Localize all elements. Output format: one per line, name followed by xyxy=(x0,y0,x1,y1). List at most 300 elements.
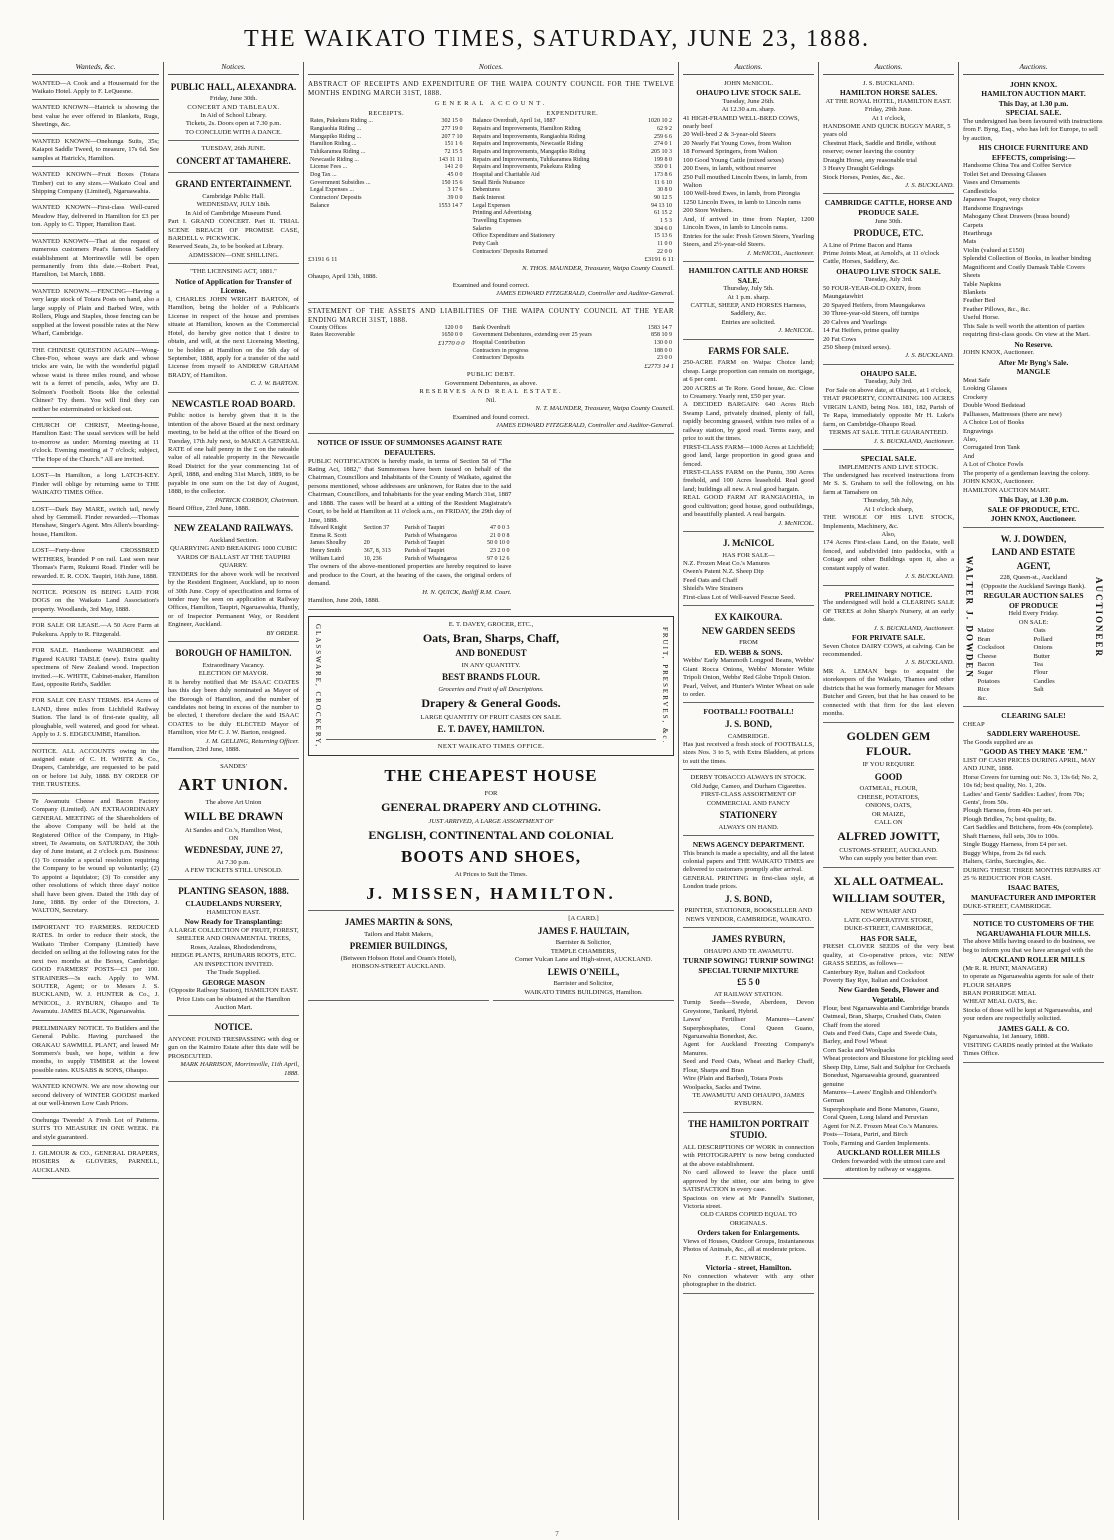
classified-ad xyxy=(32,136,159,167)
defaulter-row xyxy=(308,548,511,556)
souter-ad xyxy=(823,870,954,1179)
classified-ad xyxy=(32,587,159,618)
railways-notice xyxy=(168,519,299,642)
ad-text: Onehunga Tweeds! A Fresh Lot of Patterns. SUITS TO MEASURE IN ONE WEEK. Fit and style guaranteed. xyxy=(32,1116,159,1141)
ad-heading: ISAAC BATES, xyxy=(1007,883,1060,893)
ad-line: ADMISSION—ONE SHILLING. xyxy=(188,251,279,259)
table-cell: 207 7 10 xyxy=(441,133,463,140)
flour-mills-notice xyxy=(963,917,1104,1063)
table-cell: Parish of Taupiri xyxy=(404,525,445,532)
ad-line: JOHN KNOX, Auctioneer. xyxy=(963,478,1035,486)
ad-line: Tuesday, June 26th. xyxy=(722,97,775,105)
table-cell: Salaries xyxy=(472,225,492,232)
ad-line: FOR xyxy=(484,789,498,797)
ad-line: (Mr R. R. HUNT, MANAGER) xyxy=(963,964,1047,972)
ad-line: Corrugated Iron Tank xyxy=(963,444,1020,452)
column-wanteds xyxy=(28,62,164,1520)
liabilities-side xyxy=(471,325,674,372)
ad-heading: This Day, at 1.30 p.m. xyxy=(998,98,1069,108)
ad-line: 20 Fat Cows xyxy=(823,335,857,343)
ad-text: And, if arrived in time from Napier, 1200 Lincoln Ewes, in lamb to Lincoln rams. xyxy=(683,215,814,232)
table-cell: 205 10 3 xyxy=(651,149,672,156)
ad-subheading: New Garden Seeds, Flower and Vegetable. xyxy=(838,985,939,1005)
ad-line: Sheets xyxy=(963,272,981,280)
ad-side-label: AUCTIONEER xyxy=(1094,576,1104,658)
cambridge-produce-sale xyxy=(823,196,954,364)
ad-line: Hamilton, 23rd June, 1888. xyxy=(168,746,241,754)
table-cell: 1553 14 7 xyxy=(438,202,463,209)
bond-news-ad xyxy=(683,838,814,928)
ad-heading: After Mr Byng's Sale. xyxy=(998,357,1069,367)
receipts-row xyxy=(308,134,465,142)
expenditure-row xyxy=(471,187,674,195)
ad-line: CUSTOMS-STREET, AUCKLAND. xyxy=(839,846,938,854)
ad-heading: FARMS FOR SALE. xyxy=(708,345,789,356)
classified-ad xyxy=(32,1115,159,1146)
ad-line: Corner Vulcan Lane and High-street, AUCKLAND. xyxy=(514,956,653,964)
ad-subheading: ED. WEBB & SONS. xyxy=(714,647,783,657)
ad-line: In Aid of School Library. xyxy=(200,111,267,119)
grand-entertainment-notice xyxy=(168,175,299,264)
defaulter-row xyxy=(308,540,511,548)
ad-line: Owen's Patent N.Z. Sheep Dip xyxy=(683,568,764,576)
table-cell: William Laird xyxy=(310,555,344,562)
ad-line: FIRST-CLASS ASSORTMENT OF COMMERCIAL AND FANCY xyxy=(701,791,796,807)
ad-line: 250 Sheep (mixed sexes). xyxy=(823,343,891,351)
ad-heading: JOHN KNOX. xyxy=(1009,79,1058,89)
ad-line: OHAUPO AND TE AWAMUTU. xyxy=(703,947,794,955)
ad-line: OR MAIZE, xyxy=(871,810,906,818)
expenditure-row xyxy=(471,249,674,257)
ad-line: Tuesday, July 3rd. xyxy=(864,276,913,284)
receipts-row xyxy=(308,141,465,149)
ad-text: Views of Houses, Outdoor Groups, Instantaneous Photos of Animals, &c., all at moderate prices. xyxy=(683,1237,814,1254)
ad-line: DURING THESE THREE MONTHS REPAIRS AT 25 % REDUCTION FOR CASH. xyxy=(963,866,1101,882)
table-cell: 1020 10 2 xyxy=(648,118,672,125)
ad-signature: N. T. MAUNDER, Treasurer, Waipa County Council. xyxy=(535,405,674,413)
ad-side-label: GLASSWARE, CROCKERY, xyxy=(313,623,322,748)
ad-line: This Sale is well worth the attention of parties requiring first-class goods. On view at the Mart. xyxy=(963,322,1090,339)
liabilities-row xyxy=(471,332,674,340)
receipts-side xyxy=(308,110,465,257)
ad-text: Public notice is hereby given that it is the intention of the above Board at the next ordinary meeting, to be held at the office of the Board on Tuesday, 17th July next, to MAKE A GENERAL RATE of one half penny in the £ on the rateable value of all rateable property in the Newcastle Road District for the year commencing 1st of April, 1888, and ending 31st March, 1889, to be payable in one sum on the 1st day of August, 1888, to the collector. xyxy=(168,412,299,496)
table-cell: 11 0 0 xyxy=(657,241,672,248)
ad-signature: J. S. BUCKLAND. xyxy=(905,182,954,189)
page-footer: 7 xyxy=(555,1530,559,1538)
ad-line: Table Napkins xyxy=(963,280,1002,288)
ad-line: Handsome China Tea and Coffee Service xyxy=(963,162,1072,170)
expenditure-row xyxy=(471,172,674,180)
column-notices-1 xyxy=(164,62,304,1520)
ad-heading: E. T. DAVEY, HAMILTON. xyxy=(437,724,545,735)
receipts-row xyxy=(308,195,465,203)
table-cell: 61 15 2 xyxy=(654,210,672,217)
table-cell: Henry Smith xyxy=(310,548,341,555)
ad-line: At Sandes and Co.'s, Hamilton West, xyxy=(184,826,283,834)
ad-line: HAMILTON AUCTION MART. xyxy=(963,486,1050,494)
table-cell: Rangiaohia Riding ... xyxy=(310,126,362,133)
ad-line: JUST ARRIVED, A LARGE ASSORTMENT OF xyxy=(428,817,554,825)
column-auctions-2 xyxy=(819,62,959,1520)
ad-subheading: REGULAR AUCTION SALES OF PRODUCE xyxy=(983,591,1084,610)
table-cell: Repairs and Improvements, Mangapiko Riding xyxy=(472,149,586,156)
classified-ad xyxy=(32,236,159,284)
expenditure-table xyxy=(471,118,674,256)
column-notices-2 xyxy=(304,62,679,1520)
table-cell: 20 xyxy=(363,540,370,547)
summonses-notice xyxy=(308,436,511,611)
ad-line: SANDES' xyxy=(220,762,247,770)
ad-text: LOST—Forty-three CROSSBRED WETHERS, branded P on rail. Last seen near Thomas's Farm, Rukumi Road. Finder will be rewarded. E. R. COX. Taupiri, 16th June, 1888. xyxy=(32,547,159,580)
table-cell: Hospital and Charitable Aid xyxy=(472,172,540,179)
ad-line: Barrister & Solicitor, xyxy=(555,939,612,947)
column-heading: Wanteds, &c. xyxy=(32,62,159,75)
ad-line: 228, Queen-st., Auckland xyxy=(999,574,1068,582)
ad-subheading: Now Ready for Transplanting: xyxy=(184,917,283,927)
ad-line: Halters, Girths, Surcingles, &c. xyxy=(963,858,1046,866)
ad-text: WANTED KNOWN—Hatrick is showing the best value he ever offered in Blankets, Rugs, Sheetings, &c. xyxy=(32,104,159,129)
table-cell: 72 15 5 xyxy=(444,149,463,156)
ad-line: Manures—Lawes' English and Ohlendorf's German xyxy=(823,1089,937,1105)
classified-ad xyxy=(32,470,159,501)
receipts-table xyxy=(308,118,465,210)
ad-line: TUESDAY, 26th JUNE. xyxy=(201,145,266,153)
ad-text: FOR SALE ON EASY TERMS. 854 Acres of LAND, three miles from Lichfield Railway Station. The land is of first-rate quality, all ploughable, well watered, and good for wheat. Apply to J. S. EDGECUMBE, Hamilton. xyxy=(32,697,159,739)
table-cell: Newcastle Riding ... xyxy=(310,156,359,163)
ohaupo-land-sale xyxy=(823,367,954,450)
ad-line: A Lot of Choice Fowls xyxy=(963,461,1024,469)
ad-text: The owners of the above-mentioned properties are hereby required to leave and produce to the Court, at the hearing of the cases, the original orders of demand. xyxy=(308,563,512,588)
ad-heading: PRELIMINARY NOTICE. xyxy=(844,589,933,599)
table-cell: 47 0 0 3 xyxy=(489,525,510,532)
ad-signature: MARK HARRISON, Morrinsville, 11th April, 1888. xyxy=(180,1061,299,1077)
ad-line: 100 Good Young Cattle (mixed sexes) xyxy=(683,156,784,164)
ad-heading: BOROUGH OF HAMILTON. xyxy=(175,648,292,659)
ad-line: QUARRYING AND BREAKING 1000 CUBIC YARDS OF BALLAST AT THE TAUPIRI QUARRY. xyxy=(169,545,298,570)
expenditure-row xyxy=(471,210,674,218)
ad-line: OATMEAL, FLOUR, xyxy=(859,785,918,793)
table-cell: 302 15 0 xyxy=(441,118,463,125)
table-cell: Contractors in progress xyxy=(472,347,529,354)
masthead-title: THE WAIKATO TIMES, SATURDAY, JUNE 23, 1888. xyxy=(243,26,871,52)
table-cell: 151 1 6 xyxy=(444,141,463,148)
lower-notices xyxy=(308,436,674,611)
ad-signature: J. McNICOL. xyxy=(778,519,814,527)
ad-line: Looking Glasses xyxy=(963,385,1008,393)
column-heading: Auctions. xyxy=(963,62,1104,75)
ad-line: PRINTER, STATIONER, BOOKSELLER AND NEWS VENDOR, CAMBRIDGE, WAIKATO. xyxy=(684,907,813,923)
produce-item: Oats xyxy=(1033,627,1046,635)
ad-heading: LEWIS O'NEILL, xyxy=(547,966,620,977)
ad-line: Posts—Totara, Puriri, and Birch xyxy=(823,1131,908,1139)
ad-line: Mahogany Chest Drawers (brass bound) xyxy=(963,213,1070,221)
ad-text: CHURCH OF CHRIST, Meeting-house, Hamilton East: The usual services will be held to-morrow as under: Morning meeting at 11 o'clock. Evening meeting at 7 o'clock; subject, "The Hope of the Church." All are invited. xyxy=(32,422,159,463)
ad-heading: HAMILTON CATTLE AND HORSE SALE. xyxy=(688,265,809,285)
table-cell: 23 2 0 0 xyxy=(489,548,510,555)
table-cell: 367, 8, 313 xyxy=(363,548,391,555)
ad-line: The above Mills having ceased to do business, we beg to inform you that we have arranged with the xyxy=(963,938,1096,954)
ad-heading: This Day, at 1.30 p.m. xyxy=(998,495,1069,504)
ad-line: Examined and found correct. xyxy=(452,281,530,289)
produce-item: Salt xyxy=(1033,686,1044,694)
ad-line: Old Judge, Cameo, and Durham Cigarettes. xyxy=(691,782,806,790)
ad-line: ONIONS, OATS, xyxy=(865,802,912,810)
ad-line: DUKE-STREET, CAMBRIDGE, xyxy=(844,925,933,933)
ad-line: NEXT WAIKATO TIMES OFFICE. xyxy=(437,742,545,750)
ad-line: Feed Oats and Chaff xyxy=(683,576,738,584)
receipts-total: £3191 6 11 xyxy=(308,256,338,264)
ad-line: Plough Harness, from 40s per set. xyxy=(963,807,1053,815)
ad-text: 250-ACRE FARM on Waipa: Choice land; cheap. Large proportion can remain on mortgage, at 6 per cent. xyxy=(683,359,814,384)
ad-line: 200 Store Wethers. xyxy=(683,207,734,215)
produce-item: Tea xyxy=(1033,661,1043,669)
table-cell: 1583 14 7 xyxy=(648,324,672,331)
liabilities-row xyxy=(471,355,674,363)
ad-heading: OHAUPO LIVE STOCK SALE. xyxy=(836,266,941,276)
ad-line: A Choice Lot of Books xyxy=(963,419,1025,427)
solicitor-cards xyxy=(493,913,674,1001)
ad-subheading: HAS FOR SALE, xyxy=(860,933,917,943)
ad-heading: LAND AND ESTATE xyxy=(991,547,1076,558)
table-cell: 62 9 2 xyxy=(657,126,672,133)
table-cell: Bank Overdraft xyxy=(472,324,511,331)
ad-text: WANTED KNOWN. We are now showing our second delivery of WINTER GOODS! marked at our well-known Low Cash Prices. xyxy=(32,1083,159,1108)
ad-heading: FOOTBALL! FOOTBALL! xyxy=(703,707,794,717)
ad-line: E. T. DAVEY, GROCER, ETC., xyxy=(448,620,534,628)
table-cell xyxy=(362,533,403,541)
ad-heading: JAMES MARTIN & SONS, xyxy=(344,917,453,928)
table-cell: 304 6 0 xyxy=(654,225,672,232)
column-heading: Auctions. xyxy=(683,62,814,75)
ad-text: LOST—Dark Bay MARE, switch tail, newly shod by Gemmell. Finder rewarded.—Thomas Henshaw, Singer's Agent. Mrs Allen's boarding-house, Hamilton. xyxy=(32,505,159,538)
ad-line: 200 Ewes, in lamb, without reserve xyxy=(683,165,777,173)
ad-text: WANTED KNOWN.—FENCING—Having a very large stock of Totara Posts on hand, also a large supply of Plain and Barbed Wire, with Rollers, Plugs and Staples, those fencing can be supplied at the lowest possible rates at the New Wharf, Cambridge. xyxy=(32,287,159,338)
ad-text: 200 ACRES at Te Rore. Good house, &c. Close to Creamery. Yearly rent, £50 per year. xyxy=(683,384,814,401)
ad-line: Flour, best Ngaruawahia and Cambridge brands xyxy=(823,1004,950,1012)
tamahere-notice xyxy=(168,143,299,173)
ad-line: June 30th. xyxy=(874,217,903,225)
ad-heading: STATEMENT OF THE ASSETS AND LIABILITIES OF THE WAIPA COUNTY COUNCIL AT THE YEAR ENDING MARCH 31ST, 1888. xyxy=(308,306,674,324)
ad-heading: THE HAMILTON PORTRAIT STUDIO. xyxy=(688,1118,809,1141)
table-cell: 30 8 0 xyxy=(657,187,672,194)
ad-line: 30 Three-year-old Steers, off turnips xyxy=(823,310,920,318)
ad-heading: J. McNICOL xyxy=(723,538,774,549)
ad-line: 20 Nearly Fat Young Cows, from Walton xyxy=(683,139,792,147)
ad-line: NEW WHARF AND xyxy=(860,908,917,916)
ad-signature: J. M. GELLING, Returning Officer. xyxy=(205,737,299,745)
table-cell: License Fees ... xyxy=(310,164,348,171)
expenditure-row xyxy=(471,180,674,188)
ad-line: ELECTION OF MAYOR. xyxy=(198,670,269,678)
ad-heading: Drapery & General Goods. xyxy=(421,696,561,711)
ad-heading: J. S. BOND, xyxy=(725,893,772,904)
ad-line: 20 Spayed Heifers, from Maungakawa xyxy=(823,301,925,309)
ad-line: Shield's Wire Strainers xyxy=(683,585,744,593)
ad-line: [A CARD.] xyxy=(568,915,599,923)
classified-ad xyxy=(32,345,159,419)
ad-line: Stocks of those will be kept at Ngaruawahia, and your orders are respectfully solicited. xyxy=(963,1006,1093,1023)
assets-table xyxy=(308,325,465,340)
ad-text: A DECIDED BARGAIN: 640 Acres Rich Swamp Land, privately drained, plenty of fall, rapidly becoming grassed, within two miles of a railway station, by good road. Terms easy, and price to suit the times. xyxy=(683,401,814,443)
table-cell: Hamilton Riding ... xyxy=(310,141,357,148)
receipts-row xyxy=(308,187,465,195)
preliminary-notice xyxy=(823,588,954,723)
ad-signature: H. N. QUICK, Bailiff R.M. Court. xyxy=(422,588,512,596)
ad-text: No connection whatever with any other photographer in the district. xyxy=(683,1272,814,1289)
newcastle-road-board-notice xyxy=(168,395,299,518)
ad-line: Barrister and Solicitor, xyxy=(553,980,614,988)
classified-ad xyxy=(32,796,159,920)
ad-line: LATE CO-OPERATIVE STORE, xyxy=(843,916,934,924)
table-cell: Balance xyxy=(310,202,330,209)
ad-text: PRELIMINARY NOTICE. To Builders and the General Public. Having purchased the ORAKAU SAWMILL PLANT, and leased Mr Sommers's bush, we hope, within a few months, to supply TIMBER at the lowest possible rates. KUSABS & SONS, Ohaupo. xyxy=(32,1024,159,1074)
ad-heading: SPECIAL SALE. xyxy=(1005,108,1062,118)
ad-line: Meat Safe xyxy=(963,376,990,384)
table-cell: Bank Interest xyxy=(472,195,505,202)
produce-item: Flour xyxy=(1033,669,1048,677)
liabilities-row xyxy=(471,325,674,333)
ad-line: Chestnut Hack, Saddle and Bridle, without reserve; owner leaving the country xyxy=(823,139,936,156)
ad-text: Part I. GRAND CONCERT. Part II. TRIAL SCENE BREACH OF PROMISE CASE, BARDELL v. PICKWICK. xyxy=(168,218,299,242)
table-cell: Repairs and Improvements, Newcastle Riding xyxy=(472,141,583,148)
ad-heading: BOOTS AND SHOES, xyxy=(401,847,581,867)
ad-line: Cambridge Public Hall. xyxy=(202,192,265,200)
ad-line: Price Lists can be obtained at the Hamilton Auction Mart. xyxy=(176,995,291,1012)
ad-text: Lawes' Fertiliser Manures—Lawes' Superphosphates, Coral Queen Guano, Ngaruawahia Bonedust, &c. xyxy=(683,1016,814,1040)
ad-text: GENERAL PRINTING in first-class style, at London trade prices. xyxy=(683,874,814,891)
ad-heading: Orders taken for Enlargements. xyxy=(697,1228,800,1238)
ad-line: At 12.30 a.m. sharp. xyxy=(721,106,776,114)
ad-line: AT RAILWAY STATION. xyxy=(714,990,783,998)
classified-ad xyxy=(32,1023,159,1080)
ad-line: The Goods supplied are as xyxy=(963,738,1033,746)
masthead xyxy=(0,0,1114,62)
ad-text: Webbs' Early Mammoth Longpod Beans, Webbs' Giant Rocca Onions, Webbs' Monster White Tripoli Onion, Webbs' Red Globe Tripoli Onion. xyxy=(683,657,814,682)
ad-heading: ENGLISH, CONTINENTAL AND COLONIAL xyxy=(368,828,614,843)
ad-line: Wheat protectors and Bluestone for pickling seed xyxy=(823,1055,954,1063)
ad-line: Single Buggy Harness, from £4 per set. xyxy=(963,841,1068,849)
classified-ad xyxy=(32,746,159,794)
ad-line: Japanese Teapot, very choice xyxy=(963,196,1040,204)
table-cell: 23 0 0 xyxy=(657,355,672,362)
ad-line: Bonedust, Ngaruawahia ground, guaranteed genuine xyxy=(823,1072,939,1088)
ad-line: 1250 Lincoln Ewes, in lamb to Lincoln rams xyxy=(683,198,801,206)
mcnicol-ohaupo-sale xyxy=(683,78,814,262)
ad-heading: MANUFACTURER AND IMPORTER xyxy=(970,893,1096,903)
ad-line: At 1 p.m. sharp. xyxy=(727,293,770,301)
classified-ad xyxy=(32,286,159,343)
ad-line: TERMS AT SALE. TITLE GUARANTEED. xyxy=(828,429,949,437)
ad-heading: JAMES RYBURN, xyxy=(711,934,786,945)
licensing-notice xyxy=(168,266,299,392)
table-cell: 277 19 0 xyxy=(441,126,463,133)
ad-heading: GOOD xyxy=(874,771,903,782)
ryburn-ad xyxy=(683,930,814,1113)
ad-line: Buggy Whips, from 2s 6d each. xyxy=(963,849,1047,857)
expenditure-total: £3191 6 11 xyxy=(644,256,674,264)
expenditure-row xyxy=(471,203,674,211)
ad-text: J. GILMOUR & CO., GENERAL DRAPERS, HOSIERS & GLOVERS, PARNELL, AUCKLAND. xyxy=(32,1149,159,1174)
ad-line: Shaft Harness, full sets, 30s to 100s. xyxy=(963,832,1059,840)
ad-subheading: GEORGE MASON xyxy=(202,977,265,987)
ad-line: Feather Bed xyxy=(963,297,996,305)
assets-tables xyxy=(308,325,674,372)
ad-line: At 1 o'clock sharp, xyxy=(863,505,914,513)
ad-text: The undersigned will hold a CLEARING SALE OF TREES at John Sharp's Nursery, at an early date. xyxy=(823,599,954,624)
ad-line: In Aid of Cambridge Museum Fund. xyxy=(185,209,282,217)
ad-line: Corn Sacks and Woolpacks xyxy=(823,1046,896,1054)
table-cell: 188 0 0 xyxy=(654,347,672,354)
ad-text: THE WHOLE OF HIS LIVE STOCK, Implements, Machinery, &c. xyxy=(823,514,954,530)
ad-text: The undersigned has received instructions from Mr S. S. Graham to sell the following, on his farm at Tamahere on xyxy=(823,471,954,496)
classified-ad xyxy=(32,504,159,544)
classified-ad xyxy=(32,420,159,468)
ad-heading: HIS CHOICE FURNITURE AND EFFECTS, comprising:— xyxy=(978,143,1089,162)
liabilities-table xyxy=(471,325,674,363)
ad-text: NOTICE. ALL ACCOUNTS owing in the assigned estate of C. H. WHITE & Co., Drapers, Cambridge, are requested to be paid on or before 1st July, 1888. BY ORDER OF THE TRUSTEES. xyxy=(32,747,159,789)
table-cell: 10, 236 xyxy=(363,555,382,562)
table-cell: Parish of Whaingaroa xyxy=(404,555,457,562)
ad-line: Groceries and Fruit of all Descriptions. xyxy=(438,685,544,693)
trespass-notice xyxy=(168,1018,299,1082)
classified-ad xyxy=(32,922,159,1021)
ad-line: 250 Full mouthed Lincoln Ewes, in lamb, from Walton xyxy=(683,173,808,189)
ad-subheading: GENERAL ACCOUNT. xyxy=(434,99,548,107)
ad-heading: AND BONEDUST xyxy=(455,648,527,659)
ad-line: F. C. NEWRICK, xyxy=(725,1254,772,1262)
ad-line: ON xyxy=(228,834,239,842)
ad-line: JOHN KNOX, Auctioneer. xyxy=(963,349,1035,357)
ad-heading: ART UNION. xyxy=(178,775,289,794)
ad-text: Woolpacks, Sacks and Twine. xyxy=(683,1083,762,1091)
bond-football-ad xyxy=(683,705,814,770)
ad-line: HOBSON-STREET AUCKLAND. xyxy=(351,963,446,971)
ad-line: IN ANY QUANTITY. xyxy=(461,661,521,669)
ad-line: CAMBRIDGE. xyxy=(727,732,770,740)
ad-heading: OHAUPO SALE. xyxy=(860,368,917,378)
ad-line: WHEAT MEAL OATS, &c. xyxy=(963,998,1038,1006)
ad-line: Friday, 29th June. xyxy=(864,106,913,114)
ad-line: (Opposite the Auckland Savings Bank). xyxy=(981,582,1086,590)
ad-text: IMPORTANT TO FARMERS. REDUCED RATES. In order to reduce their stock, the Waikato Timber Company (Limited) have decided on selling at the following rates for the next two months at the Boxes, Cambridge: GOOD FARMERS' POSTS—£3 per 100. STRAINERS—3s each. Apply to WM. SOUTER, Agent; or to Messrs J. S. BUCKLAND, W. J. HUNTER & Co., J. M'NICOL, J. RYBURN, Ohaupo and Te Awamutu. JAMES BLACK, Ngaruawahia. xyxy=(32,923,159,1016)
ad-line: First-class Lot of Well-saved Fescue Seed. xyxy=(683,593,796,601)
ad-heading: PRODUCE, ETC. xyxy=(853,228,924,239)
ad-line: Plough Bridles, 7s; best quality, 8s. xyxy=(963,815,1056,823)
ad-signature: J. S. BUCKLAND, Auctioneer. xyxy=(873,624,954,632)
expenditure-row xyxy=(471,118,674,126)
divider xyxy=(326,739,656,740)
ad-text: I, CHARLES JOHN WRIGHT BARTON, of Hamilton, being the holder of a Publican's License in respect of the house and premises situate at Hamilton, known as the Commercial Hotel, do hereby give notice that I desire to obtain, and will, at the next Licensing Meeting, to be holden at Hamilton on the 5th day of September, 1888, apply for a transfer of the said License from myself to ANDREW GRAHAM BRADY, of Hamilton. xyxy=(168,295,299,379)
dowden-ad xyxy=(963,530,1104,707)
summonses-ad xyxy=(308,436,511,609)
ad-line: Hamilton, June 20th, 1888. xyxy=(308,597,380,605)
ad-subheading: CLAUDELANDS NURSERY, xyxy=(185,899,282,909)
statement-of-assets xyxy=(308,305,674,435)
ad-heading: NOTICE. xyxy=(214,1022,253,1033)
ad-subheading: Notice of Application for Transfer of License. xyxy=(175,276,292,296)
ad-line: Held Every Friday. xyxy=(1008,610,1059,618)
assets-side xyxy=(308,325,465,372)
table-cell: Printing and Advertising xyxy=(472,210,532,217)
liabilities-total: £2773 14 1 xyxy=(644,362,674,370)
table-cell: Government Debentures, extending over 25 years xyxy=(472,332,592,339)
table-cell: Emma R. Scott xyxy=(310,532,347,539)
receipts-row xyxy=(308,180,465,188)
expenditure-row xyxy=(471,164,674,172)
ad-signature: J. S. BUCKLAND, Auctioneer. xyxy=(873,437,954,445)
ad-line: Vases and Ornaments xyxy=(963,179,1020,187)
ad-line: Ngaruawahia, 1st January, 1888. xyxy=(963,1033,1049,1041)
